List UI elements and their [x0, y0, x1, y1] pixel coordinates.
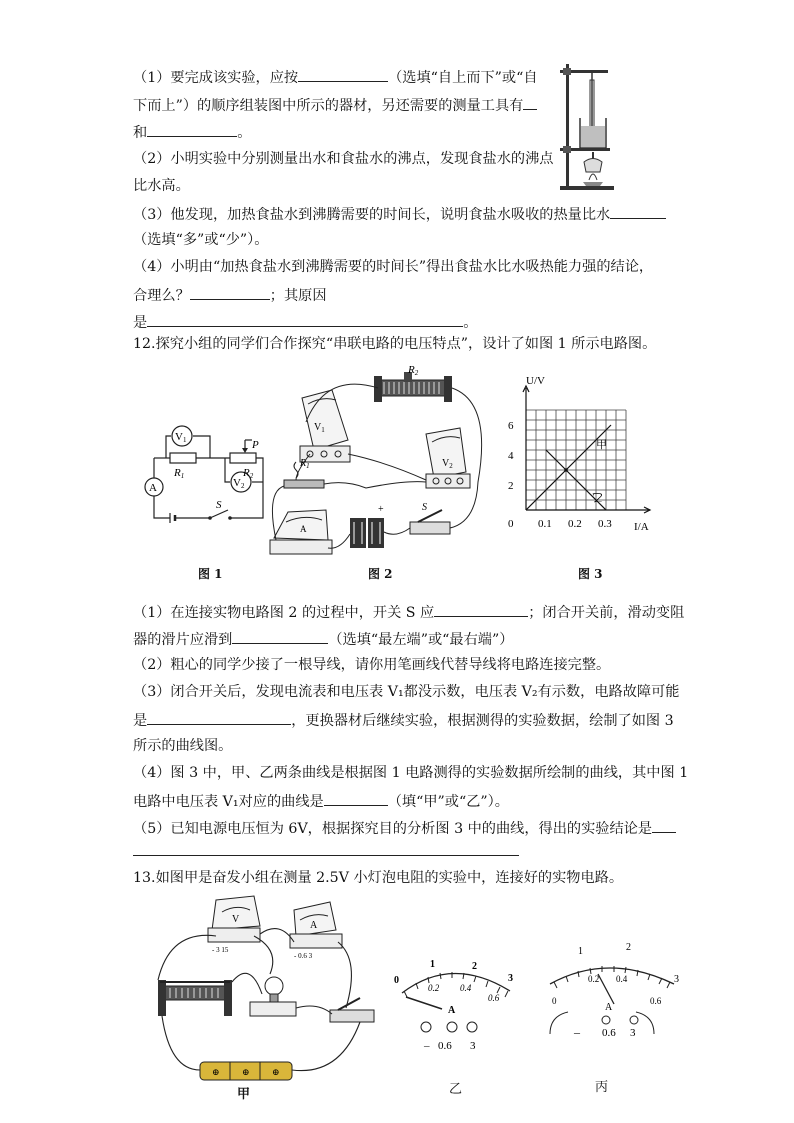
q13-stem: 13.如图甲是奋发小组在测量 2.5V 小灯泡电阻的实验中，连接好的实物电路。 [133, 870, 624, 886]
q11-blank5[interactable] [190, 284, 270, 300]
fig1-circuit-diagram [140, 420, 270, 528]
svg-text:2: 2 [626, 942, 631, 953]
fig1-caption: 图 1 [198, 567, 223, 581]
q11-line6: （3）他发现，加热食盐水到沸腾需要的时间长，说明食盐水吸收的热量比水 [133, 203, 666, 225]
svg-text:V1: V1 [175, 431, 187, 444]
q12-blank2[interactable] [232, 628, 328, 644]
q11-line2: 下而上”）的顺序组装图中所示的器材，另还需要的测量工具有 [133, 94, 537, 116]
svg-text:0.2: 0.2 [428, 983, 440, 993]
q11-line4: （2）小明实验中分别测量出水和食盐水的沸点，发现食盐水的沸点 [133, 151, 554, 167]
svg-text:4: 4 [508, 450, 514, 462]
svg-text:0: 0 [508, 518, 514, 530]
q11-line5: 比水高。 [133, 178, 190, 194]
svg-text:P: P [252, 439, 259, 451]
svg-text:A: A [149, 482, 157, 494]
q12-sub3: （3）闭合开关后，发现电流表和电压表 V₁都没示数，电压表 V₂有示数，电路故障可能 [133, 684, 680, 700]
fig3-ui-graph [500, 372, 660, 542]
q12-sub1b: 器的滑片应滑到 （选填“最左端”或“最右端”） [133, 628, 513, 650]
svg-text:0.6: 0.6 [438, 1040, 452, 1052]
svg-text:⊕: ⊕ [212, 1067, 220, 1077]
svg-text:0.6: 0.6 [602, 1027, 616, 1039]
svg-text:0.2: 0.2 [568, 518, 582, 530]
q11-line9: 合理么？ ；其原因 [133, 284, 327, 306]
svg-text:1: 1 [578, 946, 583, 957]
svg-text:V: V [232, 914, 240, 925]
q11-blank2[interactable] [523, 94, 537, 110]
svg-text:0.3: 0.3 [598, 518, 612, 530]
q12-sub3c: 所示的曲线图。 [133, 738, 233, 754]
svg-text:3: 3 [470, 1040, 476, 1052]
q12-sub3b: 是 ，更换器材后继续实验，根据测得的实验数据，绘制了如图 3 [133, 709, 674, 731]
svg-text:0.4: 0.4 [460, 983, 472, 993]
q12-sub1: （1）在连接实物电路图 2 的过程中，开关 S 应 ；闭合开关前，滑动变阻 [133, 601, 684, 623]
svg-text:2: 2 [508, 480, 514, 492]
q12-sub2: （2）粗心的同学少接了一根导线，请你用笔画线代替导线将电路连接完整。 [133, 657, 611, 673]
q11-blank3[interactable] [147, 121, 237, 137]
svg-text:V2: $V_2$ [442, 458, 453, 470]
rheostat [374, 372, 452, 402]
svg-text:V1: $V_1$ [314, 422, 325, 434]
svg-text:0.4: 0.4 [616, 974, 628, 984]
fig-yi-caption: 乙 [449, 1082, 463, 1097]
svg-text:0.1: 0.1 [538, 518, 552, 530]
svg-text:3: 3 [508, 973, 513, 984]
q12-blank3[interactable] [147, 709, 291, 725]
svg-text:甲: 甲 [596, 439, 607, 451]
q11-blank1[interactable] [298, 66, 388, 82]
q12-sub4: （4）图 3 中，甲、乙两条曲线是根据图 1 电路测得的实验数据所绘制的曲线，其中图 1 [133, 765, 689, 781]
boiling-apparatus-figure [556, 60, 626, 195]
fig-bing-ammeter-dial [538, 938, 688, 1058]
svg-text:R2: R2 [243, 467, 254, 480]
svg-text:0.2: 0.2 [588, 974, 600, 984]
q11-blank4[interactable] [610, 203, 666, 219]
q11-line7: （选填“多”或“少”）。 [133, 232, 269, 248]
svg-text:–: – [574, 1025, 580, 1039]
fig-yi-ammeter-dial [386, 945, 526, 1055]
q12-blank5[interactable] [652, 817, 676, 833]
q12-sub5: （5）已知电源电压恒为 6V，根据探究目的分析图 3 中的曲线，得出的实验结论是 [133, 817, 676, 839]
fig-jia-physical-circuit [150, 890, 386, 1100]
svg-text:0: 0 [552, 996, 557, 1006]
svg-text:S: S [216, 499, 222, 511]
svg-text:乙: 乙 [592, 491, 603, 503]
svg-text:⊕: ⊕ [272, 1067, 280, 1077]
fig3-caption: 图 3 [578, 567, 603, 581]
q11-blank6[interactable] [147, 311, 463, 327]
svg-text:0: 0 [394, 975, 399, 986]
q12-blank1[interactable] [434, 601, 528, 617]
svg-text:S: S [422, 502, 427, 513]
svg-text:0.6: 0.6 [650, 996, 662, 1006]
svg-text:R1: $R_1$ [300, 458, 310, 470]
q11-line8: （4）小明由“加热食盐水到沸腾需要的时间长”得出食盐水比水吸热能力强的结论， [133, 259, 654, 275]
svg-text:A: A [448, 1005, 456, 1016]
fig-jia-caption: 甲 [237, 1087, 251, 1102]
svg-text:6: 6 [508, 420, 514, 432]
svg-text:+: + [378, 504, 384, 515]
svg-text:R1: R1 [174, 467, 185, 480]
svg-text:- 3 15: - 3 15 [212, 946, 229, 954]
fig2-caption: 图 2 [368, 567, 393, 581]
fig2-physical-circuit [266, 362, 494, 562]
q12-stem: 12.探究小组的同学们合作探究“串联电路的电压特点”，设计了如图 1 所示电路图。 [133, 336, 657, 352]
svg-text:I/A: I/A [634, 521, 649, 533]
fig-bing-caption: 丙 [595, 1080, 609, 1095]
svg-text:1: 1 [430, 959, 435, 970]
svg-text:⊕: ⊕ [242, 1067, 250, 1077]
svg-text:–: – [424, 1040, 430, 1052]
q12-blank5-cont[interactable] [133, 855, 519, 856]
svg-text:A: A [605, 1002, 613, 1013]
q12-sub4b: 电路中电压表 V₁对应的曲线是 （填“甲”或“乙”）。 [133, 790, 509, 812]
q12-blank4[interactable] [324, 790, 388, 806]
svg-text:3: 3 [674, 974, 679, 985]
q11-line1: （1）要完成该实验，应按 （选填“自上而下”或“自 [133, 66, 538, 88]
svg-text:0.6: 0.6 [488, 993, 500, 1003]
svg-text:- 0.6 3: - 0.6 3 [294, 952, 313, 960]
svg-text:R2: R2 [408, 364, 419, 377]
svg-text:A: A [300, 524, 307, 534]
svg-text:3: 3 [630, 1027, 636, 1039]
svg-text:V2: V2 [233, 477, 245, 490]
svg-text:U/V: U/V [526, 375, 545, 387]
svg-text:A: A [310, 920, 318, 931]
q11-line10: 是 。 [133, 311, 477, 333]
q11-line3: 和 。 [133, 121, 251, 143]
svg-text:2: 2 [472, 961, 477, 972]
